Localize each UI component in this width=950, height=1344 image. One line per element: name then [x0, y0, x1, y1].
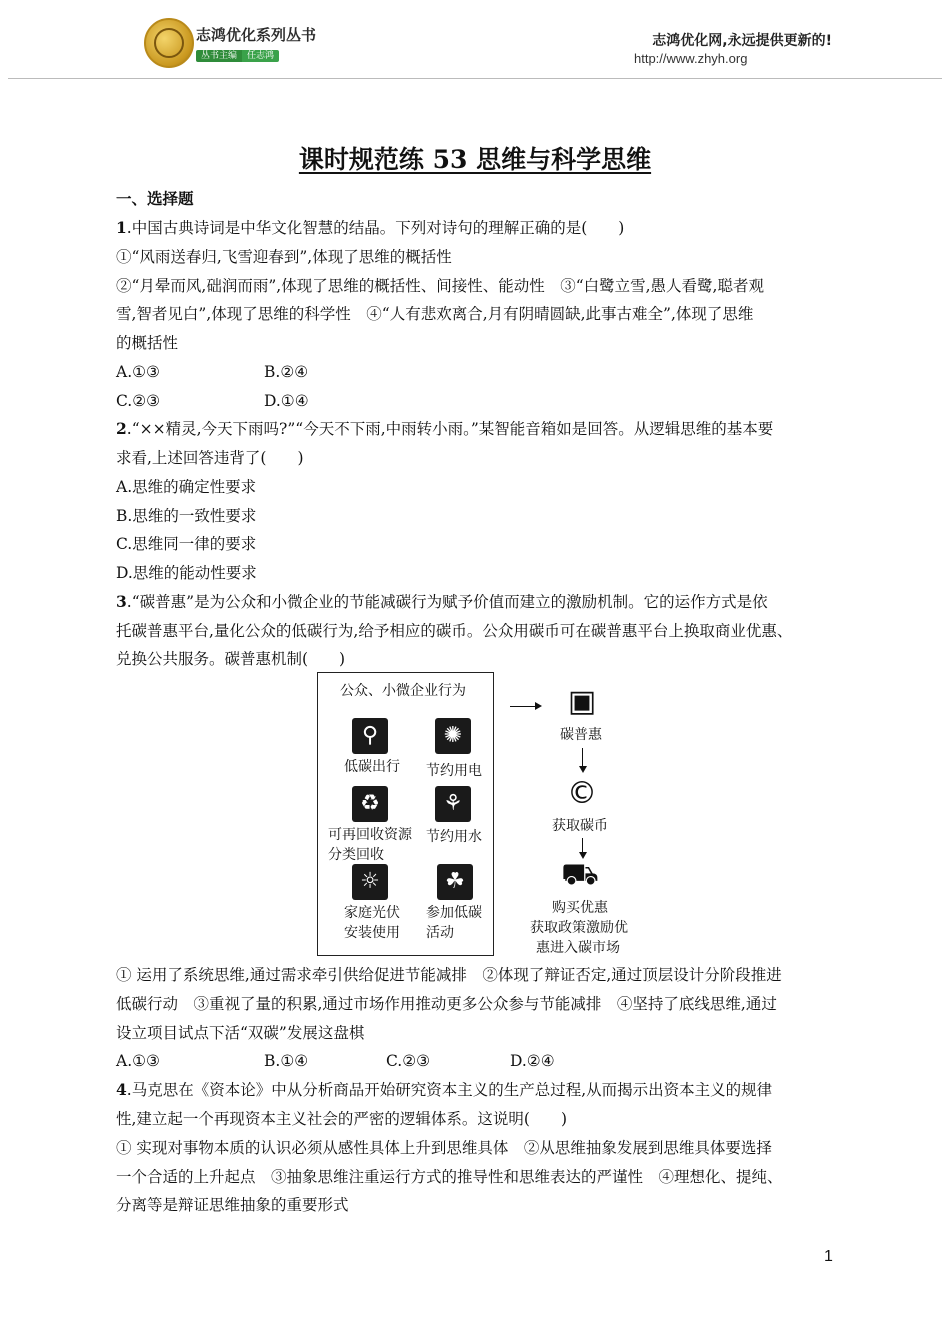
question-2-option-a[interactable]: A.思维的确定性要求: [116, 478, 257, 496]
question-2-stem-a: 2.“××精灵,今天下雨吗?”“今天不下雨,中雨转小雨。”某智能音箱如是回答。从逻辑思维的基本要: [116, 419, 774, 438]
flow-buy-1: 购买优惠: [552, 900, 608, 916]
question-3-statement-b: 低碳行动 ③重视了量的积累,通过市场作用推动更多公众参与节能减排 ④坚持了底线思维,通过: [116, 995, 777, 1013]
cart-icon: ⛟: [561, 857, 599, 892]
page-number: 1: [824, 1248, 833, 1265]
question-4-stem-a: 4.马克思在《资本论》中从分析商品开始研究资本主义的生产总过程,从而揭示出资本主义的规律: [116, 1080, 773, 1099]
flow-carbon-inclusive: 碳普惠: [560, 727, 602, 743]
editor-badge: [196, 48, 279, 61]
hands-icon: ☘: [437, 864, 473, 900]
question-2-stem-b: 求看,上述回答违背了( ): [116, 449, 304, 467]
question-2-option-d[interactable]: D.思维的能动性要求: [116, 564, 257, 582]
item-solar-2: 安装使用: [344, 925, 400, 941]
item-recycling-1: 可再回收资源: [328, 827, 412, 843]
header-divider: [8, 78, 942, 79]
header-url[interactable]: http://www.zhyh.org: [634, 51, 748, 66]
question-1-statement-2a: ②“月晕而风,础润而雨”,体现了思维的概括性、间接性、能动性 ③“白鹭立雪,愚人看鹭,聪者观: [116, 277, 764, 295]
editor-label: 丛书主编: [196, 50, 242, 62]
publisher-logo-icon: [144, 18, 194, 68]
editor-name: 任志鸿: [242, 50, 279, 62]
bulb-icon: ✺: [435, 718, 471, 754]
flow-buy-2: 获取政策激励优: [530, 920, 628, 936]
question-3-stem-b: 托碳普惠平台,量化公众的低碳行为,给予相应的碳币。公众用碳币可在碳普惠平台上换取商业优惠、: [116, 622, 793, 640]
item-save-water: 节约用水: [426, 829, 482, 845]
recycle-bin-icon: ♻: [352, 786, 388, 822]
page-title: 课时规范练 53 思维与科学思维: [298, 145, 652, 174]
bicycle-icon: ⚲: [352, 718, 388, 754]
flow-arrow-down-1: [582, 748, 583, 770]
question-3-option-c[interactable]: C.②③: [386, 1052, 431, 1070]
question-3-option-b[interactable]: B.①④: [264, 1052, 309, 1070]
faucet-icon: ⚘: [435, 786, 471, 822]
item-low-carbon-travel: 低碳出行: [344, 759, 400, 775]
question-4-statement-a: ① 实现对事物本质的认识必须从感性具体上升到思维具体 ②从思维抽象发展到思维具体要选择: [116, 1139, 772, 1157]
question-4-stem-b: 性,建立起一个再现资本主义社会的严密的逻辑体系。这说明( ): [116, 1110, 568, 1128]
item-save-electricity: 节约用电: [426, 763, 482, 779]
flow-get-coins: 获取碳币: [552, 818, 608, 834]
coin-icon: ©: [567, 776, 597, 811]
flow-arrow-down-2: [582, 838, 583, 856]
question-1-statement-1: ①“风雨送春归,飞雪迎春到”,体现了思维的概括性: [116, 248, 452, 266]
question-3-stem-a: 3.“碳普惠”是为公众和小微企业的节能减碳行为赋予价值而建立的激励机制。它的运作方式是依: [116, 592, 768, 611]
question-1-option-c[interactable]: C.②③: [116, 392, 161, 410]
question-3-option-d[interactable]: D.②④: [510, 1052, 555, 1070]
question-4-statement-b: 一个合适的上升起点 ③抽象思维注重运行方式的推导性和思维表达的严谨性 ④理想化、提纯、: [116, 1168, 783, 1186]
behavior-box-title: 公众、小微企业行为: [340, 683, 466, 699]
question-3-statement-a: ① 运用了系统思维,通过需求牵引供给促进节能减排 ②体现了辩证否定,通过顶层设计分阶段推进: [116, 966, 782, 984]
section-heading: 一、选择题: [116, 189, 194, 208]
page-header: [0, 0, 950, 80]
question-4-statement-c: 分离等是辩证思维抽象的重要形式: [116, 1196, 349, 1214]
question-2-option-c[interactable]: C.思维同一律的要求: [116, 535, 257, 553]
question-3-statement-c: 设立项目试点下活“双碳”发展这盘棋: [116, 1024, 365, 1042]
series-name: 志鸿优化系列丛书: [196, 26, 317, 44]
question-1-option-d[interactable]: D.①④: [264, 392, 309, 410]
question-1-statement-2b: 雪,智者见白”,体现了思维的科学性 ④“人有悲欢离合,月有阴晴圆缺,此事古难全”,体现了思维: [116, 305, 754, 323]
question-1-option-a[interactable]: A.①③: [116, 363, 160, 381]
flow-arrow-right: [510, 706, 540, 707]
item-recycling-2: 分类回收: [328, 847, 384, 863]
item-activity-2: 活动: [426, 925, 454, 941]
question-1-option-b[interactable]: B.②④: [264, 363, 309, 381]
question-3-stem-c: 兑换公共服务。碳普惠机制( ): [116, 650, 346, 668]
question-2-option-b[interactable]: B.思维的一致性要求: [116, 507, 257, 525]
question-1-statement-2c: 的概括性: [116, 334, 179, 352]
header-slogan: 志鸿优化网,永远提供更新的!: [652, 33, 832, 49]
solar-panel-icon: ☼: [352, 864, 388, 900]
flow-buy-3: 惠进入碳市场: [536, 940, 620, 956]
question-1-stem: 1.中国古典诗词是中华文化智慧的结晶。下列对诗句的理解正确的是( ): [116, 218, 625, 237]
screen-leaf-icon: ▣: [567, 684, 597, 719]
item-solar-1: 家庭光伏: [344, 905, 400, 921]
question-3-option-a[interactable]: A.①③: [116, 1052, 160, 1070]
item-activity-1: 参加低碳: [426, 905, 482, 921]
